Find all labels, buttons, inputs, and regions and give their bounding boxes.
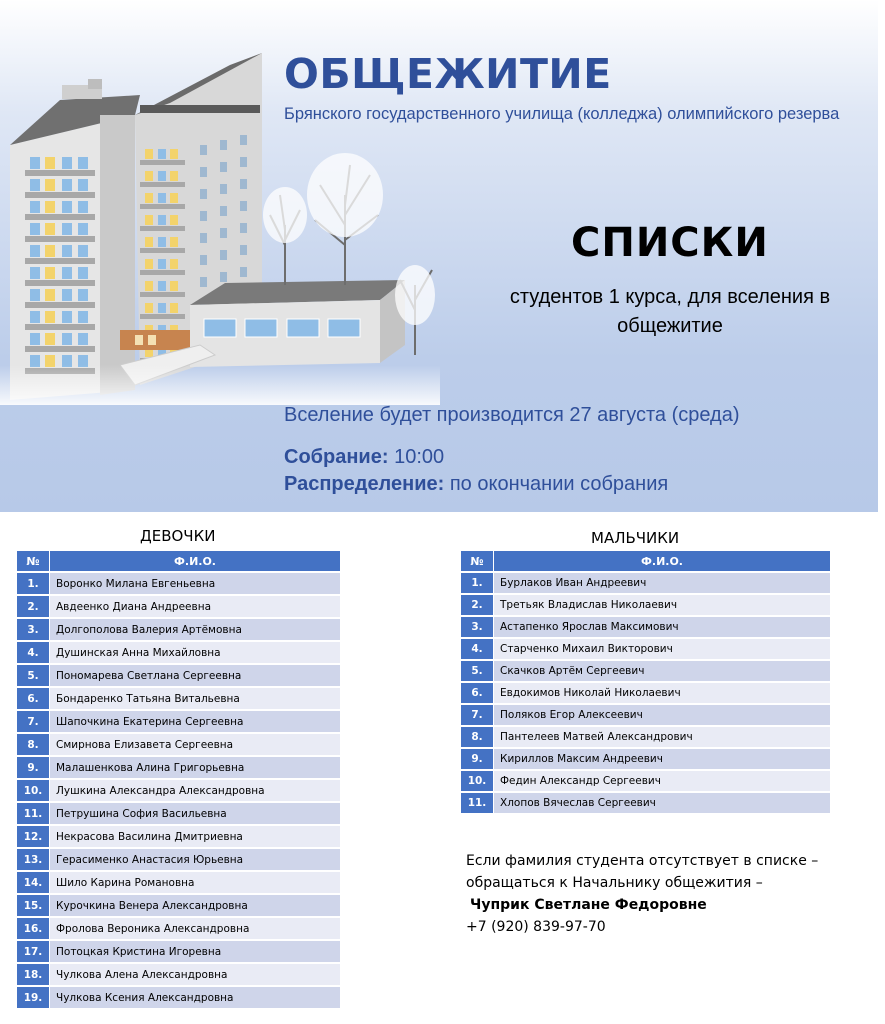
table-row	[461, 791, 830, 813]
row-number: 12.	[17, 826, 50, 847]
row-number: 19.	[17, 987, 50, 1008]
row-number: 15.	[17, 895, 50, 916]
table-row	[17, 663, 340, 686]
table-row	[17, 824, 340, 847]
student-name: Чулкова Алена Александровна	[50, 964, 340, 985]
row-number: 9.	[461, 749, 494, 769]
meeting-time	[284, 446, 444, 469]
row-number: 16.	[17, 918, 50, 939]
girls-table	[17, 551, 340, 1008]
table-row	[461, 747, 830, 769]
student-name: Астапенко Ярослав Максимович	[494, 617, 830, 637]
student-name: Чулкова Ксения Александровна	[50, 987, 340, 1008]
student-name: Евдокимов Николай Николаевич	[494, 683, 830, 703]
student-name: Малашенкова Алина Григорьевна	[50, 757, 340, 778]
student-name: Петрушина София Васильевна	[50, 803, 340, 824]
row-number: 10.	[461, 771, 494, 791]
table-row	[461, 637, 830, 659]
table-row	[17, 962, 340, 985]
row-number: 1.	[17, 573, 50, 594]
table-row	[461, 703, 830, 725]
table-row	[17, 985, 340, 1008]
contact-note	[466, 850, 818, 938]
row-number: 11.	[461, 793, 494, 813]
student-name: Бурлаков Иван Андреевич	[494, 573, 830, 593]
student-name: Шило Карина Романовна	[50, 872, 340, 893]
row-number: 8.	[461, 727, 494, 747]
table-row	[17, 893, 340, 916]
row-number: 14.	[17, 872, 50, 893]
distribution-value: по окончании собрания	[444, 473, 669, 495]
table-row	[461, 681, 830, 703]
student-name: Скачков Артём Сергеевич	[494, 661, 830, 681]
contact-name: Чуприк Светлане Федоровне	[470, 897, 707, 913]
boys-table	[461, 551, 830, 813]
table-row	[17, 732, 340, 755]
table-row	[461, 769, 830, 791]
row-number: 4.	[461, 639, 494, 659]
row-number: 7.	[17, 711, 50, 732]
student-name: Фролова Вероника Александровна	[50, 918, 340, 939]
meeting-value: 10:00	[388, 446, 445, 468]
table-row	[17, 801, 340, 824]
page-title: ОБЩЕЖИТИЕ	[284, 50, 612, 98]
boys-col-name: Ф.И.О.	[494, 551, 830, 571]
table-row	[461, 615, 830, 637]
table-row	[461, 659, 830, 681]
boys-col-num: №	[461, 551, 494, 571]
student-name: Смирнова Елизавета Сергеевна	[50, 734, 340, 755]
student-name: Герасименко Анастасия Юрьевна	[50, 849, 340, 870]
student-name: Некрасова Василина Дмитриевна	[50, 826, 340, 847]
banner-edge	[878, 0, 885, 520]
student-name: Пантелеев Матвей Александрович	[494, 727, 830, 747]
row-number: 5.	[461, 661, 494, 681]
table-row	[461, 725, 830, 747]
table-row	[17, 870, 340, 893]
table-row	[17, 594, 340, 617]
contact-phone: +7 (920) 839-97-70	[466, 919, 606, 935]
row-number: 7.	[461, 705, 494, 725]
row-number: 3.	[17, 619, 50, 640]
table-row	[17, 617, 340, 640]
row-number: 10.	[17, 780, 50, 801]
student-name: Долгополова Валерия Артёмовна	[50, 619, 340, 640]
table-row	[17, 571, 340, 594]
row-number: 11.	[17, 803, 50, 824]
row-number: 2.	[17, 596, 50, 617]
table-row	[17, 709, 340, 732]
girls-heading: ДЕВОЧКИ	[140, 527, 216, 545]
student-name: Душинская Анна Михайловна	[50, 642, 340, 663]
table-row	[17, 686, 340, 709]
student-name: Третьяк Владислав Николаевич	[494, 595, 830, 615]
row-number: 3.	[461, 617, 494, 637]
student-name: Федин Александр Сергеевич	[494, 771, 830, 791]
table-row	[17, 778, 340, 801]
student-name: Хлопов Вячеслав Сергеевич	[494, 793, 830, 813]
row-number: 18.	[17, 964, 50, 985]
student-name: Лушкина Александра Александровна	[50, 780, 340, 801]
student-name: Бондаренко Татьяна Витальевна	[50, 688, 340, 709]
girls-col-name: Ф.И.О.	[50, 551, 340, 571]
row-number: 9.	[17, 757, 50, 778]
lists-heading: СПИСКИ	[571, 220, 769, 266]
student-name: Пономарева Светлана Сергеевна	[50, 665, 340, 686]
row-number: 4.	[17, 642, 50, 663]
row-number: 17.	[17, 941, 50, 962]
page-subtitle: Брянского государственного училища (колледжа) олимпийского резерва	[284, 105, 840, 123]
table-row	[17, 755, 340, 778]
table-row	[461, 571, 830, 593]
student-name: Кириллов Максим Андреевич	[494, 749, 830, 769]
distribution-label: Распределение:	[284, 473, 445, 495]
dormitory-building-illustration	[0, 45, 440, 405]
table-row	[17, 640, 340, 663]
student-name: Старченко Михаил Викторович	[494, 639, 830, 659]
boys-heading: МАЛЬЧИКИ	[591, 529, 680, 547]
girls-table-header	[17, 551, 340, 571]
boys-table-header	[461, 551, 830, 571]
row-number: 2.	[461, 595, 494, 615]
row-number: 13.	[17, 849, 50, 870]
student-name: Поляков Егор Алексеевич	[494, 705, 830, 725]
student-name: Авдеенко Диана Андреевна	[50, 596, 340, 617]
row-number: 8.	[17, 734, 50, 755]
student-name: Воронко Милана Евгеньевна	[50, 573, 340, 594]
note-line-2: обращаться к Начальнику общежития –	[466, 875, 763, 891]
settlement-date: Вселение будет производится 27 августа (среда)	[284, 404, 740, 426]
table-row	[17, 847, 340, 870]
row-number: 6.	[17, 688, 50, 709]
student-name: Потоцкая Кристина Игоревна	[50, 941, 340, 962]
student-name: Курочкина Венера Александровна	[50, 895, 340, 916]
row-number: 6.	[461, 683, 494, 703]
table-row	[461, 593, 830, 615]
note-line-1: Если фамилия студента отсутствует в списке –	[466, 853, 819, 869]
row-number: 1.	[461, 573, 494, 593]
meeting-label: Собрание:	[284, 446, 389, 468]
lists-subheading: студентов 1 курса, для вселения в общежитие	[509, 286, 831, 337]
girls-col-num: №	[17, 551, 50, 571]
table-row	[17, 939, 340, 962]
row-number: 5.	[17, 665, 50, 686]
distribution-info	[284, 473, 668, 496]
student-name: Шапочкина Екатерина Сергеевна	[50, 711, 340, 732]
table-row	[17, 916, 340, 939]
